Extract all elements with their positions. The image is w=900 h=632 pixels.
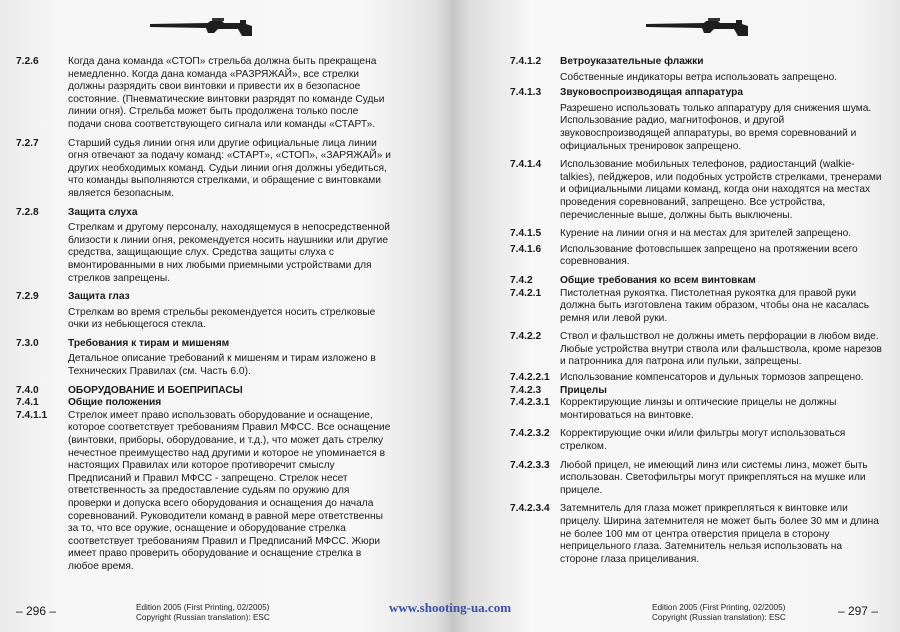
section-7-4-2-2-1 <box>510 372 882 385</box>
section-text: Разрешено использовать только аппаратуру для снижения шума. Использование радио, магнитофонов, и другой звуковоспроизводящей аппаратуры, во время соревнований и официальных тренировок запрещено. <box>560 102 872 152</box>
section-number: 7.4.2.3.2 <box>510 428 550 440</box>
section-number: 7.4.2.2 <box>510 331 542 343</box>
section-number: 7.4.2.2.1 <box>510 372 550 384</box>
section-number: 7.2.9 <box>16 291 39 303</box>
section-title: Требования к тирам и мишеням <box>68 337 230 349</box>
section-number: 7.4.2.3.1 <box>510 397 550 409</box>
section-7-2-7 <box>16 138 394 201</box>
section-7-4-2-3-4 <box>510 503 882 566</box>
section-number: 7.4.2.3.4 <box>510 503 550 515</box>
section-7-4-2-3 <box>510 385 882 398</box>
section-7-4-2-3-3 <box>510 460 882 498</box>
section-text: Стрелкам и другому персоналу, находящемуся в непосредственной близости к линии огня, рекомендуется носить наушники или другие средства, защищающие слух. Средства защиты слуха с вмонтированными в них любыми приемными устройствами для стрелков запрещены. <box>68 222 390 284</box>
section-number: 7.4.1.5 <box>510 228 542 240</box>
edition-info <box>652 603 786 623</box>
section-number: 7.4.2.3.3 <box>510 459 550 471</box>
section-number: 7.3.0 <box>16 337 39 349</box>
right-page <box>452 0 900 632</box>
section-title: Общие требования ко всем винтовкам <box>560 274 756 286</box>
section-number: 7.4.1.1 <box>16 409 48 421</box>
section-number: 7.4.2 <box>510 274 533 286</box>
section-number: 7.2.8 <box>16 206 39 218</box>
section-text: Стрелкам во время стрельбы рекомендуется носить стрелковые очки из небьющегося стекла. <box>68 306 376 331</box>
section-number: 7.4.2.1 <box>510 287 542 299</box>
section-title: Прицелы <box>560 384 607 396</box>
section-text: Когда дана команда «СТОП» стрельба должна быть прекращена немедленно. Когда дана команда «РАЗРЯЖАЙ», все стрелки должны разрядить свои винтовки и привести их в безопасное состояние. (Пневматические винтовки разрядят по команде Судьи линии огня). Стрельба может быть продолжена только после подачи снова соответствующего сигнала или команды «СТАРТ». <box>68 56 385 130</box>
section-text: Стрелок имеет право использовать оборудование и оснащение, которое соответствует требованиям Правил МФСС. Все оснащение (винтовки, приборы, оборудование, и т.д.), что может дать стрелку нечестное преимущество над другими и которое не упоминается в настоящих Правилах или которое противоречит смыслу Предписаний и Правил МФСС - запрещено. Стрелок несет ответственность за предоставление судьям по оружию для проверки и допуска всего оборудования и оснащения до начала соревнований. Руководители команд в равной мере ответственны за то, что все оружие, оснащение и оборудование стрелка соответствует требованиям Правил и Предписаний МФСС. Жюри имеет право проверить оборудование и оснащение стрелка в любое время. <box>68 409 391 572</box>
right-page-content <box>510 56 882 566</box>
section-7-4-2 <box>510 275 882 288</box>
section-text: Использование компенсаторов и дульных тормозов запрещено. <box>560 372 864 384</box>
section-7-4-1 <box>16 397 394 410</box>
section-number: 7.4.1 <box>16 397 39 409</box>
section-number: 7.4.1.3 <box>510 87 542 99</box>
section-7-2-8 <box>16 207 394 286</box>
section-title: Ветроуказательные флажки <box>560 56 704 67</box>
section-7-4-1-2 <box>510 56 882 84</box>
section-7-4-1-1 <box>16 410 394 574</box>
section-7-4-2-1 <box>510 288 882 326</box>
rifle-icon <box>644 14 750 40</box>
page-number: – 296 – <box>16 604 57 618</box>
section-text: Корректирующие очки и/или фильтры могут использоваться стрелком. <box>560 428 846 453</box>
section-number: 7.4.0 <box>16 384 39 396</box>
left-page-content <box>16 56 394 574</box>
edition-line: Edition 2005 (First Printing, 02/2005) <box>136 603 270 612</box>
section-title: Звуковоспроизводящая аппаратура <box>560 87 744 99</box>
section-7-4-1-5 <box>510 228 882 241</box>
section-text: Использование мобильных телефонов, радиостанций (walkie-talkies), пейджеров, или подобных устройств стрелками, тренерами и официальными лицами команд, когда они находятся на местах проведения соревнований, запрещено. Все устройства, перечисленные выше, должны быть выключены. <box>560 159 882 221</box>
watermark-link[interactable]: www.shooting-ua.com <box>388 600 512 615</box>
copyright-line: Copyright (Russian translation): ESC <box>652 613 786 622</box>
section-text: Старший судья линии огня или другие официальные лица линии огня отвечают за подачу команд: «СТАРТ», «СТОП», «ЗАРЯЖАЙ» и других необходимых команд. Судьи линии огня должны убедиться, что команды выполняются стрелками, и обращение с винтовками является безопасным. <box>68 137 391 199</box>
section-7-4-2-3-2 <box>510 428 882 453</box>
section-text: Собственные индикаторы ветра использовать запрещено. <box>560 71 838 83</box>
section-7-2-9 <box>16 291 394 332</box>
section-7-4-1-6 <box>510 244 882 269</box>
section-text: Использование фотовспышек запрещено на протяжении всего соревнования. <box>560 243 858 268</box>
section-7-2-6 <box>16 56 394 132</box>
edition-line: Edition 2005 (First Printing, 02/2005) <box>652 603 786 612</box>
section-title: Защита слуха <box>68 206 138 218</box>
section-number: 7.2.7 <box>16 137 39 149</box>
page-number: – 297 – <box>837 604 878 618</box>
section-text: Корректирующие линзы и оптические прицелы не должны монтироваться на винтовке. <box>560 397 837 421</box>
section-number: 7.4.1.4 <box>510 159 542 171</box>
section-number: 7.4.1.6 <box>510 243 542 255</box>
section-text: Пистолетная рукоятка. Пистолетная рукоятка для правой руки должна быть изготовлена таким образом, чтобы она не касалась ремня или левой руки. <box>560 287 869 324</box>
section-7-4-0 <box>16 385 394 398</box>
section-7-3-0 <box>16 338 394 379</box>
section-number: 7.4.1.2 <box>510 56 542 67</box>
section-text: Любой прицел, не имеющий линз или системы линз, может быть использован. Светофильтры могут прикрепляться на мушке или прицеле. <box>560 459 868 496</box>
edition-info <box>136 603 270 623</box>
section-7-4-2-2 <box>510 331 882 369</box>
section-7-4-2-3-1 <box>510 397 882 422</box>
section-title: ОБОРУДОВАНИЕ И БОЕПРИПАСЫ <box>68 384 243 396</box>
section-text: Детальное описание требований к мишеням и тирам изложено в Технических Правилах (см. Часть 6.0). <box>68 353 376 378</box>
section-7-4-1-4 <box>510 159 882 222</box>
section-number: 7.4.2.3 <box>510 384 542 396</box>
section-text: Курение на линии огня и на местах для зрителей запрещено. <box>560 228 852 240</box>
section-text: Затемнитель для глаза может прикрепляться к винтовке или прицелу. Ширина затемнителя не может быть более 30 мм и длина не более 100 мм от центра отверстия прицела в сторону неприцельного глаза. Затемнитель нельзя использовать на стороне глаза прицеливания. <box>560 503 879 565</box>
section-number: 7.2.6 <box>16 56 39 67</box>
section-title: Защита глаз <box>68 291 130 303</box>
section-7-4-1-3 <box>510 87 882 153</box>
copyright-line: Copyright (Russian translation): ESC <box>136 613 270 622</box>
section-text: Ствол и фальшствол не должны иметь перфорации в любом виде. Любые устройства внутри ствола или фальшствола, кроме нарезов и патронника для патрона или пульки, запрещены. <box>560 331 882 368</box>
rifle-icon <box>148 14 254 40</box>
section-title: Общие положения <box>68 397 162 409</box>
